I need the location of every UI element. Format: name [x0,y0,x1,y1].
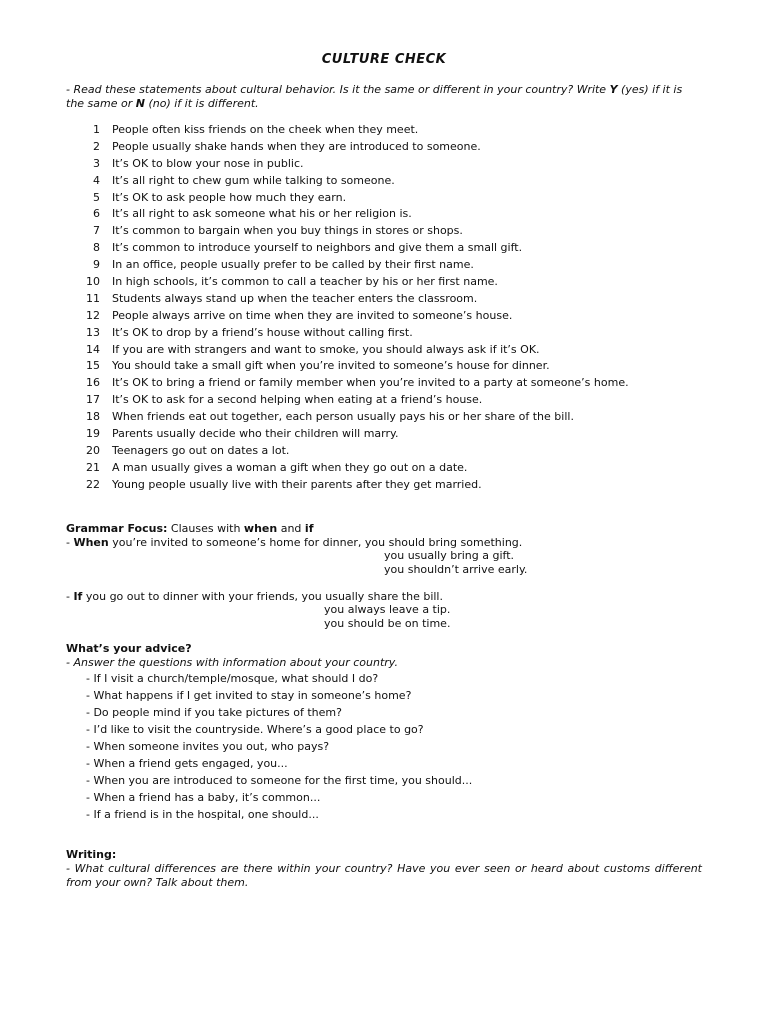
statement-item [66,342,702,359]
no-marker: N [135,97,145,110]
when-dash: - [66,535,74,549]
advice-heading: What’s your advice? [66,642,192,655]
statement-text: People always arrive on time when they are invited to someone’s house. [112,308,513,322]
statement-number: 6 [93,207,100,221]
statement-text: Students always stand up when the teacher enters the classroom. [112,291,478,305]
statement-text: It’s all right to chew gum while talking to someone. [112,173,395,187]
statement-item [66,460,702,477]
statement-number: 16 [86,376,100,390]
statement-number: 5 [93,190,100,204]
statement-text: People usually shake hands when they are introduced to someone. [112,139,481,153]
statement-item [66,156,702,173]
statement-number: 9 [93,258,100,272]
statement-number: 1 [93,123,100,136]
grammar-heading-line [66,522,702,536]
advice-question: - When you are introduced to someone for the first time, you should... [86,774,473,787]
advice-question: - If a friend is in the hospital, one should... [86,808,319,821]
statement-text: It’s common to bargain when you buy things in stores or shops. [112,224,463,238]
statement-item [66,139,702,156]
statement-text: It’s OK to ask people how much they earn. [112,190,347,204]
instructions-text-3: (no) if it is different. [144,97,259,110]
statement-text: Young people usually live with their parents after they get married. [112,477,482,491]
statement-text: You should take a small gift when you’re invited to someone’s house for dinner. [112,359,550,373]
statement-text: Parents usually decide who their children will marry. [112,427,399,441]
statement-item [66,392,702,409]
keyword-if: if [304,522,314,535]
statement-number: 7 [93,224,100,238]
if-sentence: you go out to dinner with your friends, you usually share the bill. [82,589,443,603]
statement-number: 3 [93,156,100,170]
if-alternative: you should be on time. [324,616,451,630]
instructions-text-1: - Read these statements about cultural behavior. Is it the same or different in your country? Write [66,83,610,96]
when-alternative: you usually bring a gift. [384,549,515,562]
statement-number: 17 [86,393,100,407]
statement-text: In an office, people usually prefer to be called by their first name. [112,258,474,272]
statement-text: When friends eat out together, each person usually pays his or her share of the bill. [112,410,574,424]
advice-question: - I’d like to visit the countryside. Where’s a good place to go? [86,723,424,736]
if-example [66,590,702,604]
statement-number: 4 [93,173,100,187]
if-alternative: you always leave a tip. [324,603,451,616]
statement-item [66,477,702,494]
statement-text: If you are with strangers and want to smoke, you should always ask if it’s OK. [112,342,540,356]
statement-item [66,409,702,426]
statement-text: A man usually gives a woman a gift when they go out on a date. [112,460,468,474]
statement-number: 12 [86,308,100,322]
statement-text: Teenagers go out on dates a lot. [112,443,290,457]
statement-text: It’s OK to bring a friend or family member when you’re invited to a party at someone’s home. [112,376,629,390]
statement-item [66,206,702,223]
statement-item [66,257,702,274]
statement-number: 20 [86,443,100,457]
statement-number: 8 [93,241,100,255]
statement-item [66,274,702,291]
when-word: When [73,535,109,549]
grammar-heading: Grammar Focus: [66,522,168,535]
statement-item [66,426,702,443]
when-example [66,536,702,550]
statement-item [66,223,702,240]
advice-question: - When a friend has a baby, it’s common... [86,791,321,804]
advice-instructions: - Answer the questions with information about your country. [66,656,398,669]
writing-heading: Writing: [66,848,117,861]
if-word: If [73,589,83,603]
when-sentence: you’re invited to someone’s home for dinner, you should bring something. [108,535,523,549]
advice-question-list [86,670,472,823]
statement-item [66,325,702,342]
advice-question: - If I visit a church/temple/mosque, what should I do? [86,672,379,685]
grammar-focus [66,522,702,630]
statement-text: It’s OK to blow your nose in public. [112,156,304,170]
yes-marker: Y [609,83,618,96]
statement-number: 2 [93,139,100,153]
advice-question: - When a friend gets engaged, you... [86,757,288,770]
when-alternative: you shouldn’t arrive early. [384,562,528,576]
page-title: CULTURE CHECK [321,52,447,67]
statement-number: 11 [86,291,100,305]
statement-item [66,122,702,139]
statement-item [66,291,702,308]
statement-number: 19 [86,427,100,441]
advice-question: - Do people mind if you take pictures of them? [86,706,342,719]
statement-item [66,173,702,190]
statement-number: 15 [86,359,100,373]
statement-item [66,443,702,460]
advice-question: - What happens if I get invited to stay in someone’s home? [86,689,412,702]
statement-text: In high schools, it’s common to call a teacher by his or her first name. [112,275,498,289]
keyword-when: when [243,522,278,535]
instructions [66,83,702,111]
spacer [66,576,702,590]
statement-text: It’s common to introduce yourself to neighbors and give them a small gift. [112,241,523,255]
statement-item [66,358,702,375]
statement-text: People often kiss friends on the cheek when they meet. [112,123,419,136]
statement-item [66,308,702,325]
statement-number: 18 [86,410,100,424]
statement-number: 14 [86,342,100,356]
statement-number: 13 [86,325,100,339]
statement-list [66,122,702,494]
grammar-heading-text-2: and [277,522,305,535]
instructions-text-2: (yes) if it is the same or [66,83,683,110]
statement-text: It’s OK to ask for a second helping when eating at a friend’s house. [112,393,483,407]
statement-number: 10 [86,275,100,289]
statement-item [66,240,702,257]
statement-number: 21 [86,460,100,474]
if-dash: - [66,589,74,603]
statement-item [66,375,702,392]
statement-text: It’s all right to ask someone what his or her religion is. [112,207,412,221]
writing-prompt: - What cultural differences are there within your country? Have you ever seen or heard about customs different from your own? Talk about them. [66,862,702,889]
statement-item [66,190,702,207]
grammar-heading-text-1: Clauses with [167,522,244,535]
statement-text: It’s OK to drop by a friend’s house without calling first. [112,325,413,339]
statement-number: 22 [86,477,100,491]
advice-question: - When someone invites you out, who pays? [86,740,330,753]
